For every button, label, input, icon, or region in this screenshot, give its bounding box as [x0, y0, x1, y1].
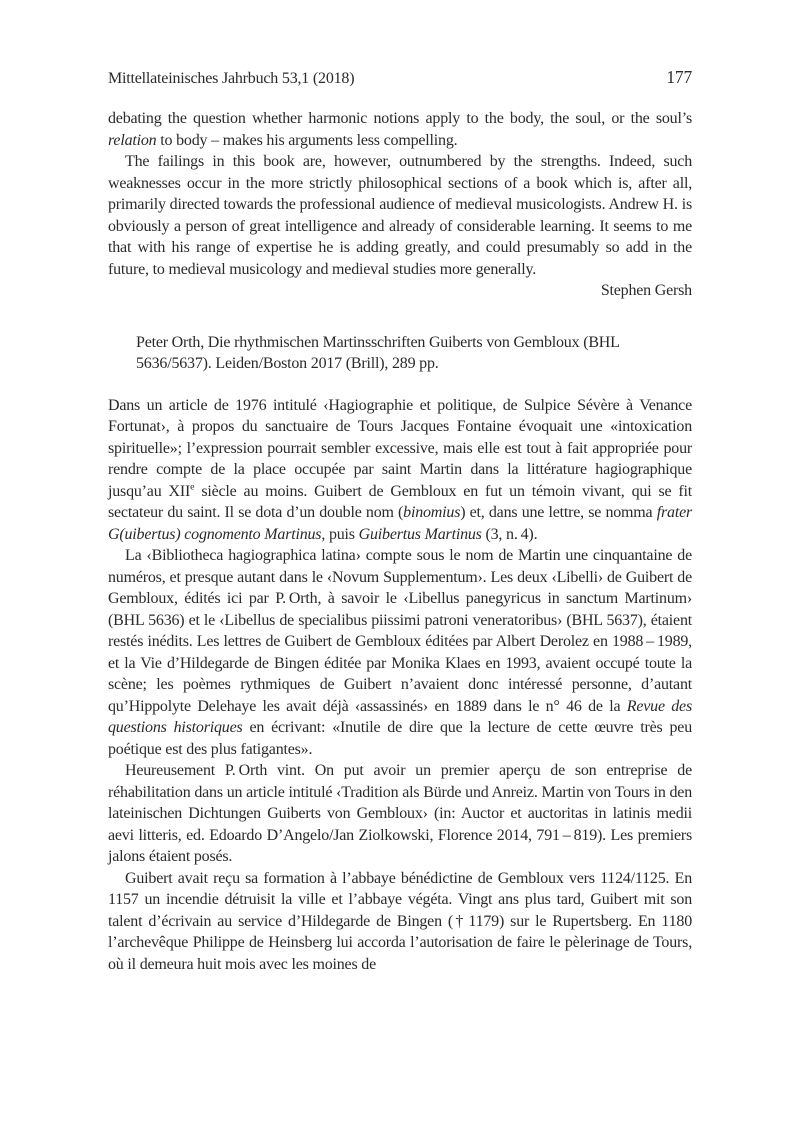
- paragraph-group: [108, 108, 692, 280]
- review-heading: Peter Orth, Die rhythmischen Martinsschriften Guiberts von Gembloux (BHL 5636/5637). Leiden/Boston 2017 (Brill), 289 pp.: [136, 333, 620, 372]
- page-number: 177: [666, 67, 692, 87]
- book-review: [108, 332, 692, 976]
- paragraph: Heureusement P. Orth vint. On put avoir un premier aperçu de son entreprise de réhabilitation dans un article intitulé ‹Tradition als Bürde und Anreiz. Martin von Tours in den lateinischen Dichtungen Guiberts von Gembloux› (in: Auctor et auctoritas in latinis medii aevi litteris, ed. Edoardo D’Angelo/Jan Ziolkowski, Florence 2014, 791 – 819). Les premiers jalons étaient posés.: [108, 762, 692, 865]
- paragraph: La ‹Bibliotheca hagiographica latina› compte sous le nom de Martin une cinquantaine de numéros, et presque autant dans le ‹Novum Supplementum›. Les deux ‹Libelli› de Guibert de Gembloux, édités ici par P. Orth, à savoir le ‹Libellus panegyricus in sanctum Martinum› (BHL 5636) et le ‹Libellus de specialibus piissimi patroni veneratoribus› (BHL 5637), étaient restés inédits. Les lettres de Guibert de Gembloux éditées par Albert Derolez en 1988 – 1989, et la Vie d’Hildegarde de Bingen éditée par Monika Klaes en 1993, avaient occupé toute la scène; les poèmes rythmiques de Guibert n’avaient donc intéressé personne, d’autant qu’Hippolyte Delehaye les avait déjà ‹assassinés› en 1889 dans le n° 46 de la Revue des questions historiques en écrivant: «Inutile de dire que la lecture de cette œuvre très peu poétique est des plus fatigantes».: [108, 547, 692, 758]
- reviewer-signature: Stephen Gersh: [600, 282, 692, 299]
- paragraph: Dans un article de 1976 intitulé ‹Hagiographie et politique, de Sulpice Sévère à Venance Fortunat›, à propos du sanctuaire de Tours Jacques Fontaine évoquait une «intoxication spirituelle»; l’expression pourrait sembler excessive, mais elle est tout à fait appropriée pour rendre compte de la place occupée par saint Martin dans la littérature hagiographique jusqu’au XIIe siècle au moins. Guibert de Gembloux en fut un témoin vivant, qui se fit sectateur du saint. Il se dota d’un double nom (binomius) et, dans une lettre, se nomma frater G(uibertus) cognomento Martinus, puis Guibertus Martinus (3, n. 4).: [108, 396, 692, 543]
- paragraph: The failings in this book are, however, outnumbered by the strengths. Indeed, such weaknesses occur in the more strictly philosophical sections of a book which is, after all, primarily directed towards the professional audience of medieval musicologists. Andrew H. is obviously a person of great intelligence and already of considerable learning. It seems to me that with his range of expertise he is adding greatly, and could presumably so add in the future, to medieval musicology and medieval studies more generally.: [108, 153, 692, 278]
- paragraph: Guibert avait reçu sa formation à l’abbaye bénédictine de Gembloux vers 1124/1125. En 1157 un incendie détruisit la ville et l’abbaye végéta. Vingt ans plus tard, Guibert mit son talent d’écrivain au service d’Hildegarde de Bingen († 1179) sur le Rupertsberg. En 1180 l’archevêque Philippe de Heinsberg lui accorda l’autorisation de faire le pèlerinage de Tours, où il demeura huit mois avec les moines de: [108, 869, 692, 973]
- page-content: [108, 66, 692, 975]
- paragraph-group: [108, 395, 692, 976]
- paragraph: debating the question whether harmonic notions apply to the body, the soul, or the soul’s relation to body – makes his arguments less compelling.: [108, 110, 692, 149]
- journal-title: Mittellateinisches Jahrbuch 53,1 (2018): [108, 70, 355, 87]
- running-header: [108, 66, 692, 90]
- previous-review-conclusion: [108, 108, 692, 302]
